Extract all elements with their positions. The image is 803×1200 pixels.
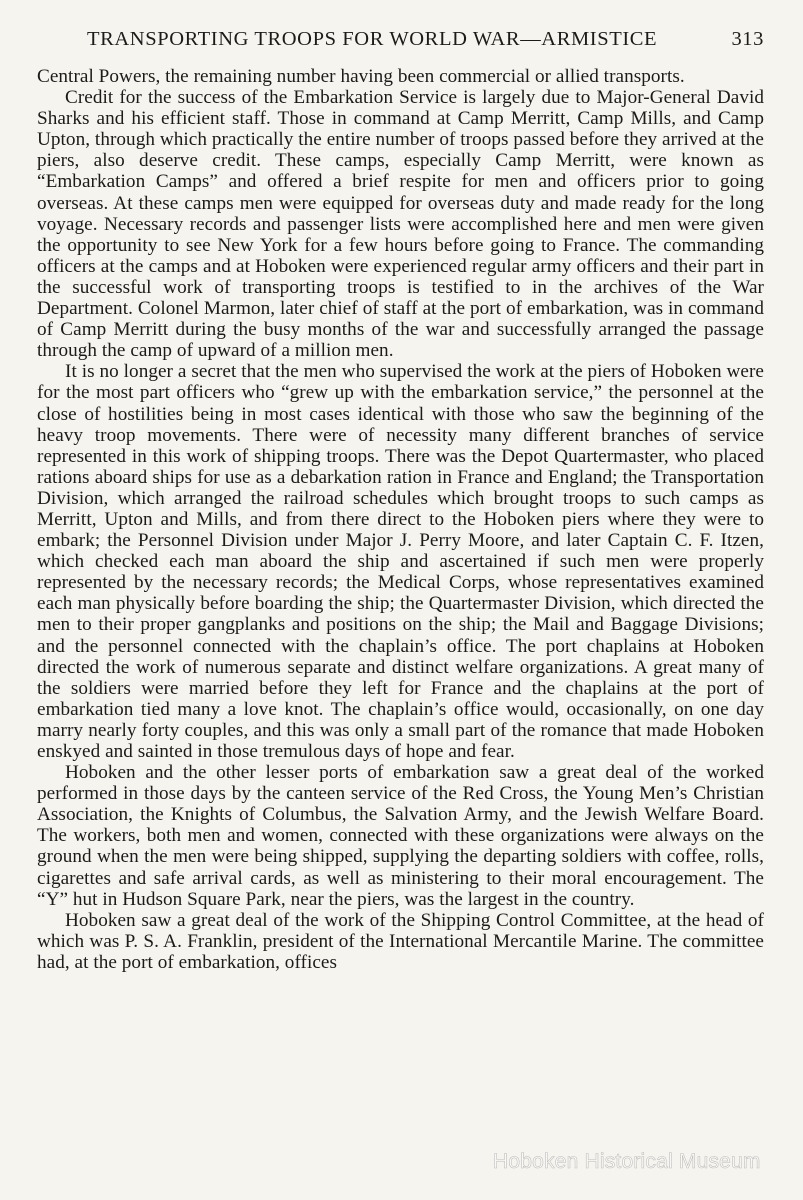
paragraph-continuation: Central Powers, the remaining number having been commercial or allied transports. xyxy=(37,66,685,87)
paragraph-shipping-control: Hoboken saw a great deal of the work of the Shipping Control Committee, at the head of which was P. S. A. Franklin, president of the International Mercantile Marine. The committee had, at the port of embarkation, offices xyxy=(37,909,764,973)
chapter-title: TRANSPORTING TROOPS FOR WORLD WAR—ARMISTICE xyxy=(87,28,658,50)
book-page xyxy=(37,26,764,973)
paragraph-embarkation-credit: Credit for the success of the Embarkation Service is largely due to Major-General David Sharks and his efficient staff. Those in command at Camp Merritt, Camp Mills, and Camp Upton, through which practically the entire number of troops passed before they arrived at the piers, also deserve credit. These camps, especially Camp Merritt, were known as “Embarkation Camps” and offered a brief respite for men and officers prior to going overseas. At these camps men were equipped for overseas duty and made ready for the long voyage. Necessary records and passenger lists were accomplished here and men were given the opportunity to see New York for a few hours before going to France. The commanding officers at the camps and at Hoboken were experienced regular army officers and their part in the successful work of transporting troops is testified to in the archives of the War Department. Colonel Marmon, later chief of staff at the port of embarkation, was in command of Camp Merritt during the busy months of the war and successfully arranged the passage through the camp of upward of a million men. xyxy=(37,87,764,362)
page-number: 313 xyxy=(731,28,764,50)
body-text xyxy=(37,66,764,973)
running-head xyxy=(37,26,764,66)
paragraph-welfare-organizations: Hoboken and the other lesser ports of embarkation saw a great deal of the worked performed in those days by the canteen service of the Red Cross, the Young Men’s Christian Association, the Knights of Columbus, the Salvation Army, and the Jewish Welfare Board. The workers, both men and women, connected with these organizations were always on the ground when the men were being shipped, supplying the departing soldiers with coffee, rolls, cigarettes and safe arrival cards, as well as ministering to their moral encouragement. The “Y” hut in Hudson Square Park, near the piers, was the largest in the country. xyxy=(37,762,764,910)
paragraph-pier-officers: It is no longer a secret that the men who supervised the work at the piers of Hoboken were for the most part officers who “grew up with the embarkation service,” the personnel at the close of hostilities being in most cases identical with those who saw the beginning of the heavy troop movements. There were of necessity many different branches of service represented in this work of shipping troops. There was the Depot Quartermaster, who placed rations aboard ships for use as a debarkation ration in France and England; the Transportation Division, which arranged the railroad schedules which brought troops to such camps as Merritt, Upton and Mills, and from there direct to the Hoboken piers where they were to embark; the Personnel Division under Major J. Perry Moore, and later Captain C. F. Itzen, which checked each man aboard the ship and ascertained if such men were properly represented by the necessary records; the Medical Corps, whose representatives examined each man physically before boarding the ship; the Quartermaster Division, which directed the men to their proper gangplanks and positions on the ship; the Mail and Baggage Divisions; and the personnel connected with the chaplain’s office. The port chaplains at Hoboken directed the work of numerous separate and distinct welfare organizations. A great many of the soldiers were married before they left for France and the chaplains at the port of embarkation tied many a love knot. The chaplain’s office would, occasionally, on one day marry nearly forty couples, and this was only a small part of the romance that made Hoboken enskyed and sainted in those tremulous days of hope and fear. xyxy=(37,361,764,762)
museum-watermark: Hoboken Historical Museum xyxy=(493,1150,761,1173)
